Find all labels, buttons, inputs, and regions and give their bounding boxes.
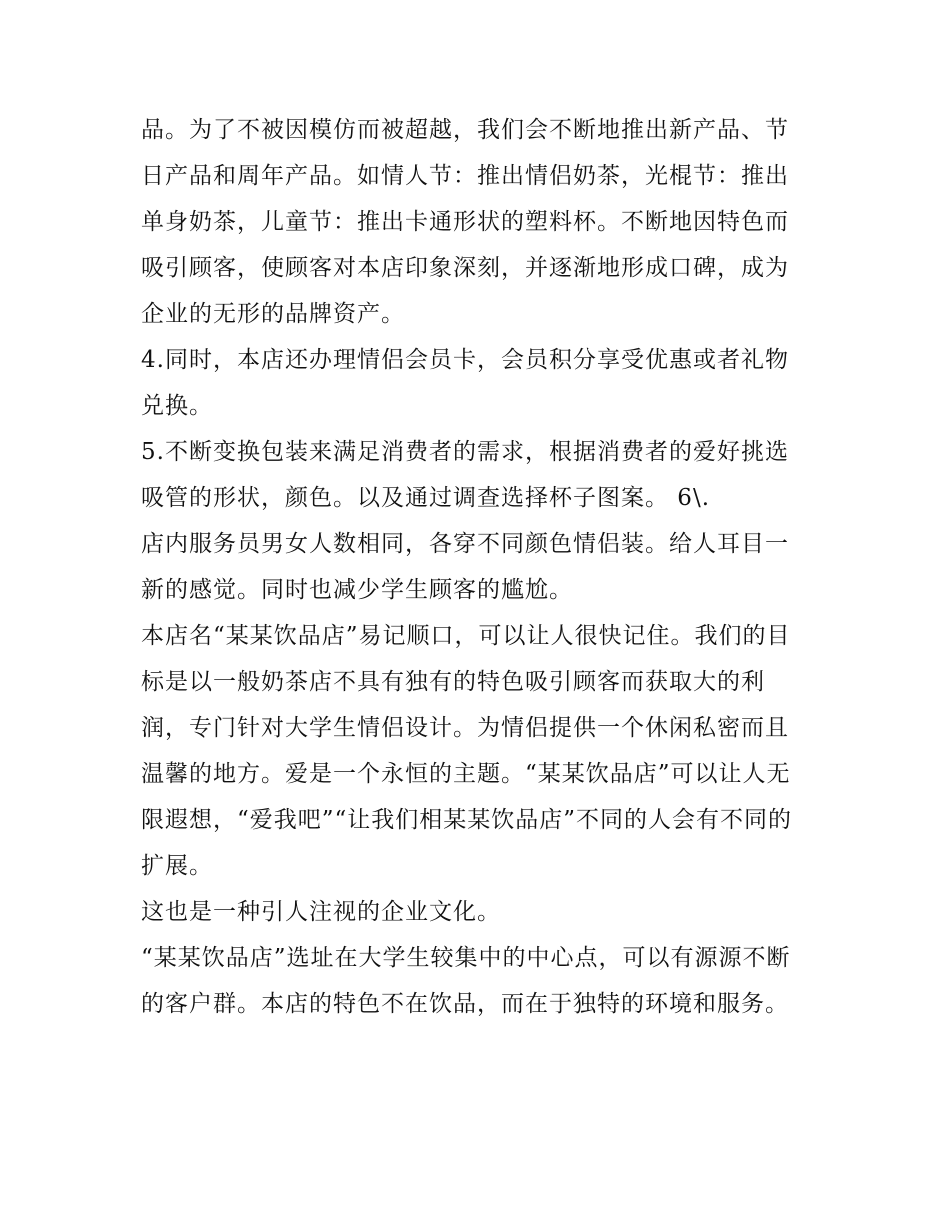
- text-line: 润，专门针对大学生情侣设计。为情侣提供一个休闲私密而且: [141, 715, 789, 741]
- text-line: 店内服务员男女人数相同，各穿不同颜色情侣装。给人耳目一: [141, 531, 789, 557]
- text-line: “某某饮品店”选址在大学生较集中的中心点，可以有源源不断: [141, 945, 791, 971]
- text-line: 这也是一种引人注视的企业文化。: [141, 899, 501, 925]
- text-line: 本店名“某某饮品店”易记顺口，可以让人很快记住。我们的目: [141, 623, 791, 649]
- text-line: 扩展。: [141, 853, 213, 879]
- text-line: 吸引顾客，使顾客对本店印象深刻，并逐渐地形成口碑，成为: [141, 255, 789, 281]
- text-line: 单身奶茶，儿童节：推出卡通形状的塑料杯。不断地因特色而: [141, 209, 789, 235]
- text-line: 标是以一般奶茶店不具有独有的特色吸引顾客而获取大的利: [141, 669, 765, 695]
- text-line: 兑换。: [141, 393, 213, 419]
- text-line: 品。为了不被因模仿而被超越，我们会不断地推出新产品、节: [141, 117, 789, 143]
- text-line: 的客户群。本店的特色不在饮品，而在于独特的环境和服务。: [141, 991, 789, 1017]
- text-line: 限遐想，“爱我吧”“让我们相某某饮品店”不同的人会有不同的: [141, 807, 793, 833]
- text-line: 5.不断变换包装来满足消费者的需求，根据消费者的爱好挑选: [141, 439, 789, 465]
- text-line: 吸管的形状，颜色。以及通过调查选择杯子图案。 6\.: [141, 485, 711, 511]
- text-line: 企业的无形的品牌资产。: [141, 301, 405, 327]
- text-line: 日产品和周年产品。如情人节：推出情侣奶茶，光棍节：推出: [141, 163, 789, 189]
- text-line: 4.同时，本店还办理情侣会员卡，会员积分享受优惠或者礼物: [141, 347, 789, 373]
- text-line: 温馨的地方。爱是一个永恒的主题。“某某饮品店”可以让人无: [141, 761, 791, 787]
- text-line: 新的感觉。同时也减少学生顾客的尴尬。: [141, 577, 573, 603]
- document-body: [141, 107, 821, 1027]
